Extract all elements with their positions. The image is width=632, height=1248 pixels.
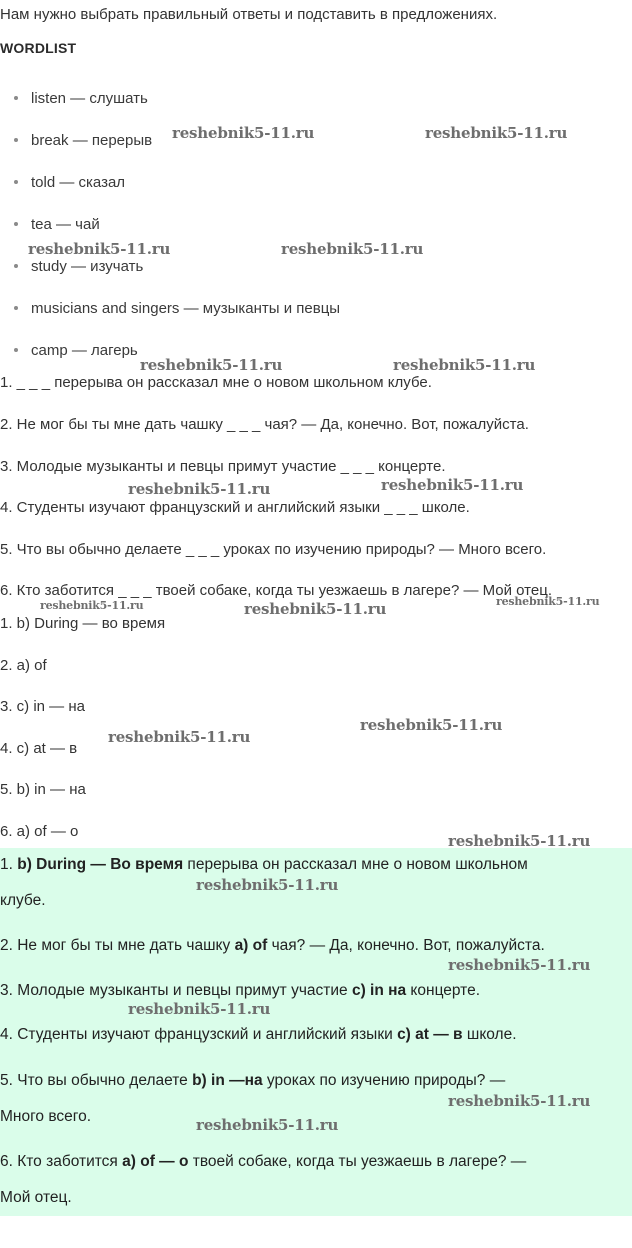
answer-item: 2. a) of [0,657,47,674]
wordlist-item: told — сказал [14,174,125,191]
watermark: reshebnik5-11.ru [448,832,591,850]
bullet-icon [14,96,18,100]
task-sentence: 5. Что вы обычно делаете _ _ _ уроках по изучению природы? — Много всего. [0,541,547,558]
task-sentence: 4. Студенты изучают французский и английский языки _ _ _ школе. [0,499,470,516]
solution-sentence-1: 1. b) During — Во время перерыва он рассказал мне о новом школьном [0,856,528,873]
answer-item: 6. a) of — о [0,823,79,840]
answer-item: 5. b) in — на [0,781,86,798]
answer-item: 4. c) at — в [0,740,78,757]
watermark: reshebnik5-11.ru [28,240,171,258]
solution-sentence-3: 3. Молодые музыканты и певцы примут участие c) in на концерте. [0,982,481,999]
wordlist-item: listen — слушать [14,90,148,107]
solution-block [0,848,632,1216]
wordlist-item: break — перерыв [14,132,152,149]
answer-item: 3. c) in — на [0,698,85,715]
watermark: reshebnik5-11.ru [128,1000,271,1018]
watermark: reshebnik5-11.ru [128,480,271,498]
task-sentence: 1. _ _ _ перерыва он рассказал мне о новом школьном клубе. [0,374,432,391]
watermark: reshebnik5-11.ru [393,356,536,374]
solution-sentence-5: 5. Что вы обычно делаете b) in —на уроках по изучению природы? — [0,1072,506,1089]
bullet-icon [14,306,18,310]
task-sentence: 2. Не мог бы ты мне дать чашку _ _ _ чая? — Да, конечно. Вот, пожалуйста. [0,416,529,433]
watermark: reshebnik5-11.ru [448,1092,591,1110]
solution-sentence-5-cont: Много всего. [0,1108,92,1125]
watermark: reshebnik5-11.ru [108,728,251,746]
wordlist-item: study — изучать [14,258,143,275]
solution-sentence-6: 6. Кто заботится a) of — о твоей собаке, когда ты уезжаешь в лагере? — [0,1153,527,1170]
task-sentence: 6. Кто заботится _ _ _ твоей собаке, когда ты уезжаешь в лагере? — Мой отец. [0,582,552,599]
wordlist-item: tea — чай [14,216,100,233]
answer-item: 1. b) During — во время [0,615,166,632]
watermark: reshebnik5-11.ru [425,124,568,142]
wordlist-item: musicians and singers — музыканты и певцы [14,300,340,317]
bullet-icon [14,264,18,268]
watermark: reshebnik5-11.ru [196,876,339,894]
bullet-icon [14,138,18,142]
watermark: reshebnik5-11.ru [381,476,524,494]
bullet-icon [14,222,18,226]
watermark: reshebnik5-11.ru [172,124,315,142]
watermark: reshebnik5-11.ru [281,240,424,258]
solution-sentence-1-cont: клубе. [0,892,46,909]
solution-sentence-2: 2. Не мог бы ты мне дать чашку a) of чая? — Да, конечно. Вот, пожалуйста. [0,937,545,954]
watermark: reshebnik5-11.ru [40,599,144,612]
task-sentence: 3. Молодые музыканты и певцы примут участие _ _ _ концерте. [0,458,446,475]
watermark: reshebnik5-11.ru [140,356,283,374]
bullet-icon [14,348,18,352]
wordlist-item: camp — лагерь [14,342,138,359]
solution-sentence-4: 4. Студенты изучают французский и английский языки c) at — в школе. [0,1026,517,1043]
watermark: reshebnik5-11.ru [244,600,387,618]
bullet-icon [14,180,18,184]
intro-text: Нам нужно выбрать правильный ответы и подставить в предложениях. [0,6,498,23]
solution-sentence-6-cont: Мой отец. [0,1189,72,1206]
watermark: reshebnik5-11.ru [196,1116,339,1134]
watermark: reshebnik5-11.ru [496,595,600,608]
wordlist-heading: WORDLIST [0,40,77,56]
watermark: reshebnik5-11.ru [448,956,591,974]
watermark: reshebnik5-11.ru [360,716,503,734]
